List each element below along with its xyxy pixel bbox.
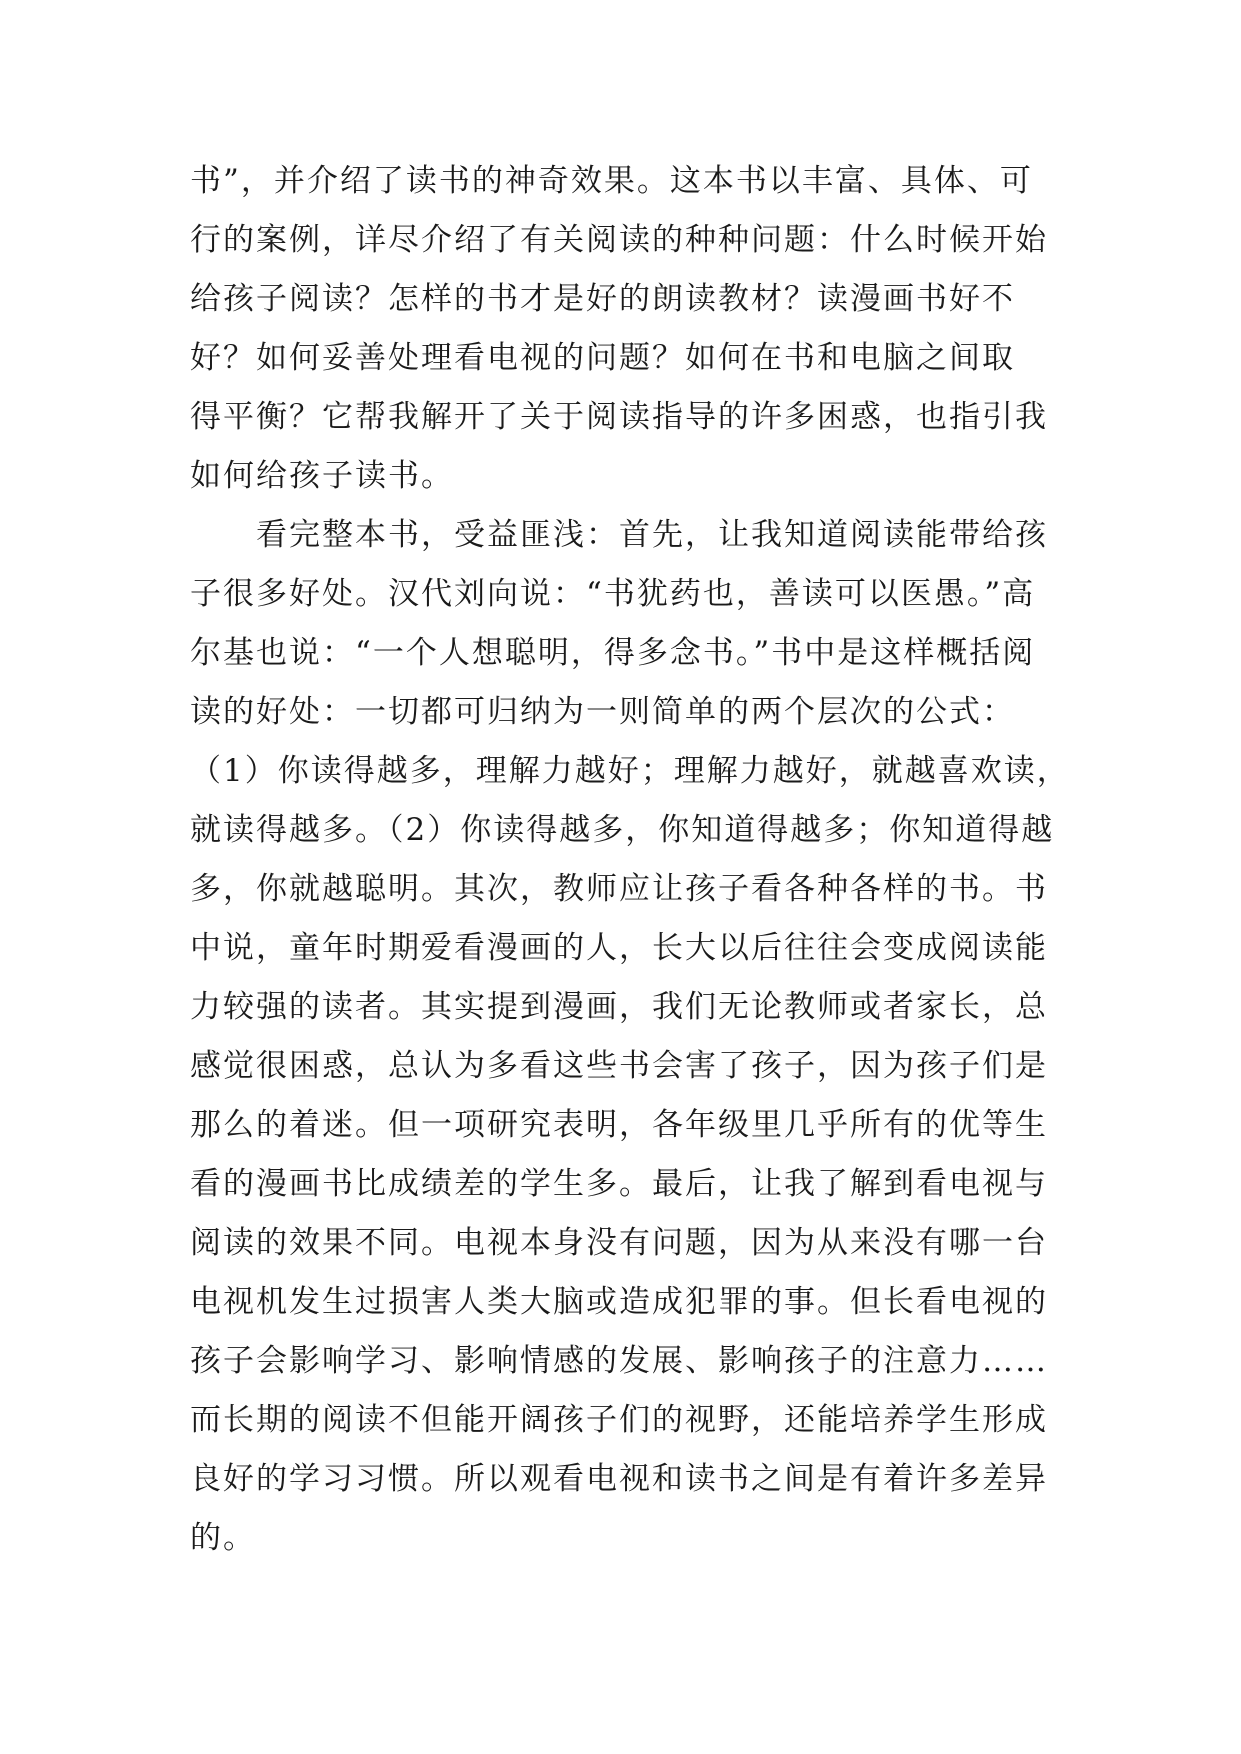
text-line: 良好的学习习惯。所以观看电视和读书之间是有着许多差异 — [190, 1461, 1048, 1497]
body-text — [190, 152, 1070, 1568]
text-line: 的。 — [190, 1520, 256, 1556]
text-line: 电视机发生过损害人类大脑或造成犯罪的事。但长看电视的 — [190, 1284, 1048, 1320]
text-line: 多，你就越聪明。其次，教师应让孩子看各种各样的书。书 — [190, 871, 1048, 907]
text-line: 感觉很困惑，总认为多看这些书会害了孩子，因为孩子们是 — [190, 1048, 1048, 1084]
text-line: 书”，并介绍了读书的神奇效果。这本书以丰富、具体、可 — [190, 163, 1033, 199]
text-line: 而长期的阅读不但能开阔孩子们的视野，还能培养学生形成 — [190, 1402, 1048, 1438]
text-line: 读的好处：一切都可归纳为一则简单的两个层次的公式： — [190, 694, 1015, 730]
text-line: 中说，童年时期爱看漫画的人，长大以后往往会变成阅读能 — [190, 930, 1048, 966]
text-line: 就读得越多。（2）你读得越多，你知道得越多；你知道得越 — [190, 812, 1055, 848]
text-line: 那么的着迷。但一项研究表明，各年级里几乎所有的优等生 — [190, 1107, 1048, 1143]
text-line: 看的漫画书比成绩差的学生多。最后，让我了解到看电视与 — [190, 1166, 1048, 1202]
text-line: 如何给孩子读书。 — [190, 458, 454, 494]
text-line: 行的案例，详尽介绍了有关阅读的种种问题：什么时候开始 — [190, 222, 1048, 258]
text-line: 尔基也说：“一个人想聪明，得多念书。”书中是这样概括阅 — [190, 635, 1036, 671]
text-line: 给孩子阅读？怎样的书才是好的朗读教材？读漫画书好不 — [190, 281, 1015, 317]
text-line: 看完整本书，受益匪浅：首先，让我知道阅读能带给孩 — [190, 517, 1048, 553]
text-line: （1）你读得越多，理解力越好；理解力越好，就越喜欢读， — [190, 753, 1070, 789]
text-line: 孩子会影响学习、影响情感的发展、影响孩子的注意力…… — [190, 1343, 1048, 1379]
text-line: 阅读的效果不同。电视本身没有问题，因为从来没有哪一台 — [190, 1225, 1048, 1261]
text-line: 好？如何妥善处理看电视的问题？如何在书和电脑之间取 — [190, 340, 1015, 376]
text-line: 力较强的读者。其实提到漫画，我们无论教师或者家长，总 — [190, 989, 1048, 1025]
text-line: 子很多好处。汉代刘向说：“书犹药也，善读可以医愚。”高 — [190, 576, 1036, 612]
text-line: 得平衡？它帮我解开了关于阅读指导的许多困惑，也指引我 — [190, 399, 1048, 435]
